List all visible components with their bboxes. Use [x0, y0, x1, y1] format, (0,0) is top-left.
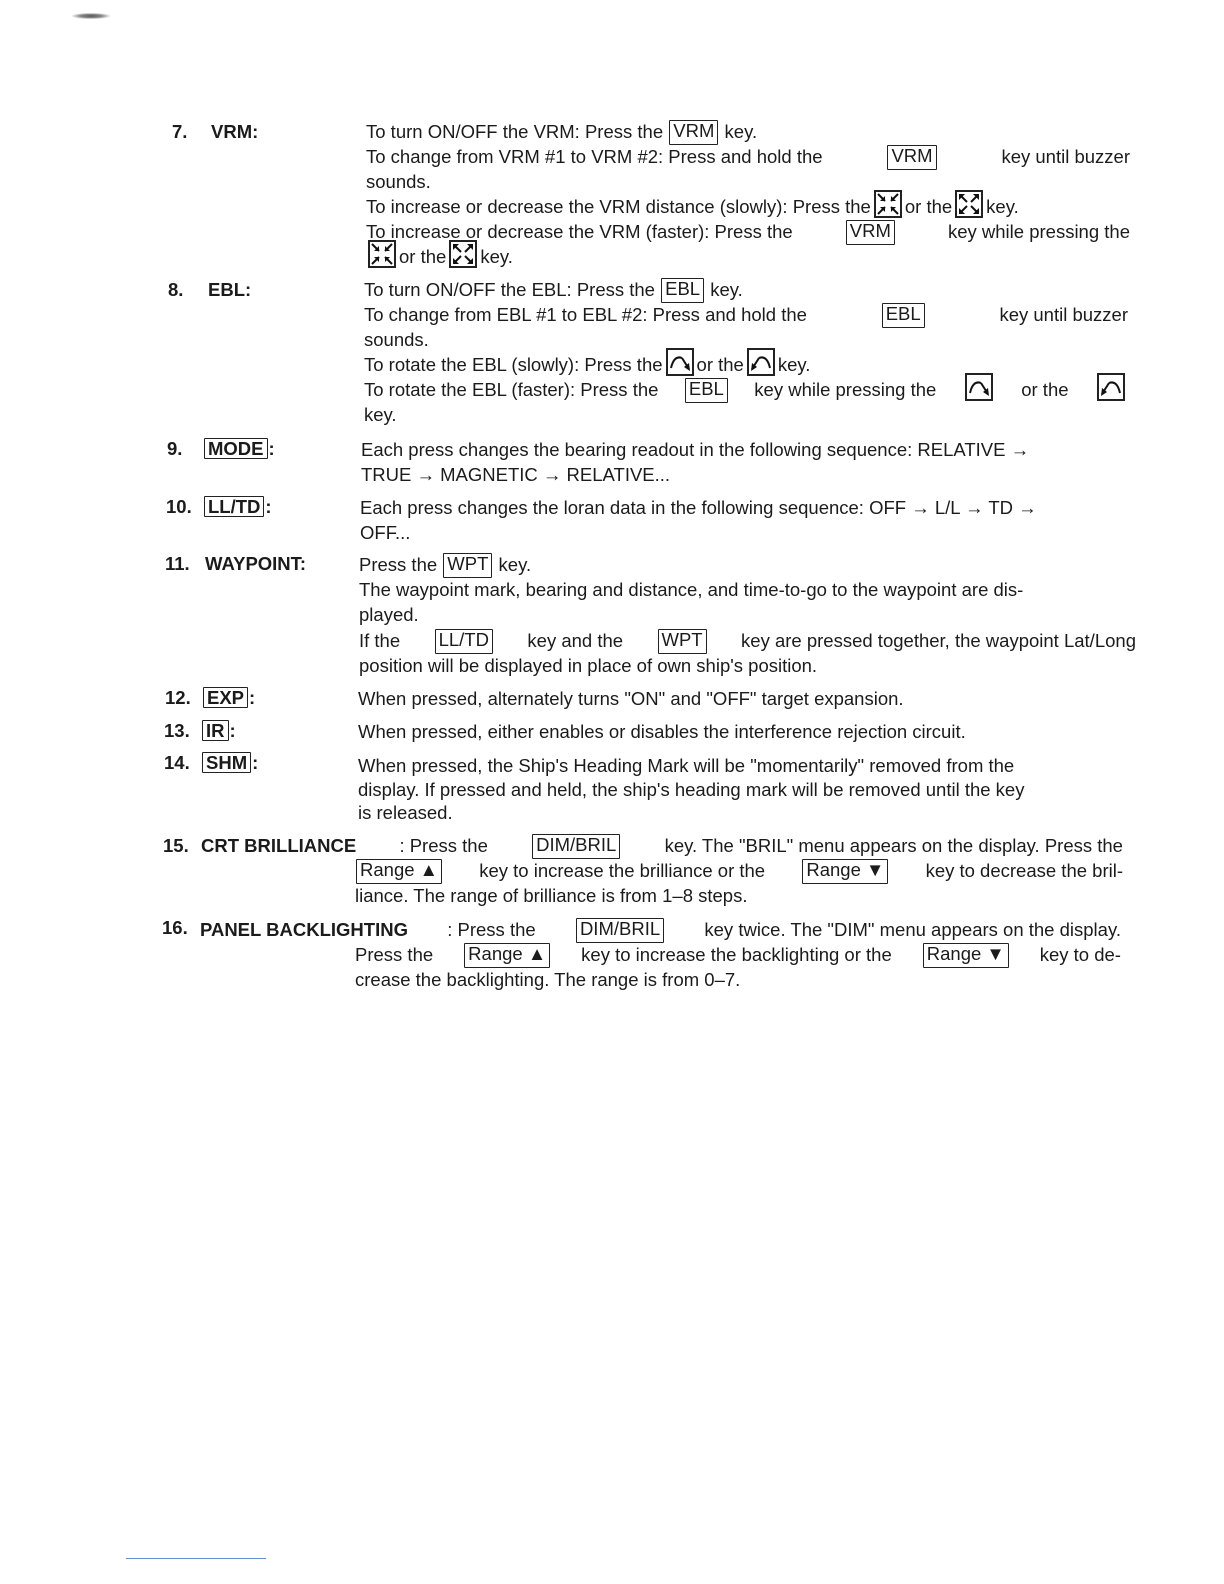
- item-label: LL/TD :: [203, 495, 272, 519]
- item-number: 13.: [164, 720, 190, 741]
- range-down-key[interactable]: Range ▼: [802, 859, 888, 884]
- item-number: 16.: [162, 917, 188, 938]
- vrm-increase-icon[interactable]: [955, 190, 983, 218]
- range-up-key[interactable]: Range ▲: [356, 859, 442, 884]
- ebl-rotate-clockwise-icon[interactable]: [965, 373, 993, 401]
- shm-key[interactable]: SHM: [202, 752, 251, 773]
- ebl-key[interactable]: EBL: [882, 303, 925, 328]
- ebl-key[interactable]: EBL: [685, 378, 728, 403]
- ebl-key[interactable]: EBL: [661, 278, 704, 303]
- item-label: PANEL BACKLIGHTING: [200, 919, 408, 940]
- vrm-key[interactable]: VRM: [846, 220, 895, 245]
- item-label: MODE :: [203, 437, 275, 461]
- item-number: 10.: [166, 496, 192, 517]
- ir-key[interactable]: IR: [202, 720, 229, 741]
- item-body: CRT BRILLIANCE : Press the DIM/BRIL key. The "BRIL" menu appears on the display. Press the: [201, 834, 1123, 859]
- scan-smudge: [72, 13, 110, 19]
- dim-bril-key[interactable]: DIM/BRIL: [576, 918, 664, 943]
- item-body: When pressed, either enables or disables the interference rejection circuit.: [358, 721, 966, 742]
- item-number: 7.: [172, 121, 188, 142]
- item-label: CRT BRILLIANCE: [201, 835, 357, 856]
- ebl-rotate-clockwise-icon[interactable]: [666, 348, 694, 376]
- item-body: To turn ON/OFF the VRM: Press the VRM key. To change from VRM #1 to VRM #2: Press and hold the VRM key until buzzer sounds. To increase or decrease the VRM distance (slowly): Press the or the key. To increase or decrease the VRM (faster): Press the VRM key while pressing the or the key.: [366, 120, 1130, 267]
- vrm-key[interactable]: VRM: [887, 145, 936, 170]
- vrm-key[interactable]: VRM: [669, 120, 718, 145]
- ebl-rotate-counterclockwise-icon[interactable]: [1097, 373, 1125, 401]
- item-label: EXP :: [202, 686, 255, 710]
- item-label: WAYPOINT:: [205, 553, 307, 574]
- mode-key[interactable]: MODE: [204, 438, 268, 459]
- ebl-rotate-counterclockwise-icon[interactable]: [747, 348, 775, 376]
- item-number: 14.: [164, 752, 190, 773]
- dim-bril-key[interactable]: DIM/BRIL: [532, 834, 620, 859]
- item-body-cont: Press the Range ▲ key to increase the backlighting or the Range ▼ key to de- crease the backlighting. The range is from 0–7.: [355, 943, 1121, 990]
- item-label: SHM :: [201, 751, 258, 775]
- item-label: IR :: [201, 719, 236, 743]
- item-number: 9.: [167, 438, 183, 459]
- item-body-cont: Range ▲ key to increase the brilliance or the Range ▼ key to decrease the bril- liance. The range of brilliance is from 1–8 steps.: [355, 859, 1123, 906]
- footer-rule: [126, 1558, 266, 1559]
- item-number: 12.: [165, 687, 191, 708]
- item-number: 11.: [165, 553, 190, 574]
- wpt-key[interactable]: WPT: [443, 553, 492, 578]
- lltd-key[interactable]: LL/TD: [435, 629, 493, 654]
- item-body: Each press changes the loran data in the following sequence: OFF → L/L → TD → OFF...: [360, 497, 1037, 543]
- range-down-key[interactable]: Range ▼: [923, 943, 1009, 968]
- item-body: Press the WPT key. The waypoint mark, bearing and distance, and time-to-go to the waypoint are dis- played. If the LL/TD key and the WPT key are pressed together, the waypoint Lat/Long position will be displayed in place of own ship's position.: [359, 553, 1136, 676]
- wpt-key[interactable]: WPT: [658, 629, 707, 654]
- item-number: 15.: [163, 835, 189, 856]
- exp-key[interactable]: EXP: [203, 687, 248, 708]
- range-up-key[interactable]: Range ▲: [464, 943, 550, 968]
- item-body: When pressed, alternately turns "ON" and "OFF" target expansion.: [358, 688, 904, 709]
- item-body: PANEL BACKLIGHTING : Press the DIM/BRIL key twice. The "DIM" menu appears on the display.: [200, 918, 1121, 943]
- item-label: VRM:: [211, 121, 259, 142]
- item-body: When pressed, the Ship's Heading Mark will be "momentarily" removed from the display. If pressed and held, the ship's heading mark will be removed until the key is released.: [358, 755, 1025, 823]
- item-body: Each press changes the bearing readout in the following sequence: RELATIVE → TRUE → MAGNETIC → RELATIVE...: [361, 439, 1030, 485]
- item-label: EBL:: [208, 279, 252, 300]
- vrm-decrease-icon[interactable]: [368, 240, 396, 268]
- item-body: To turn ON/OFF the EBL: Press the EBL key. To change from EBL #1 to EBL #2: Press and hold the EBL key until buzzer sounds. To rotate the EBL (slowly): Press the or the key. To rotate the EBL (faster): Press the EBL key while pressing the or the key.: [364, 278, 1128, 425]
- lltd-key[interactable]: LL/TD: [204, 496, 264, 517]
- vrm-increase-icon[interactable]: [449, 240, 477, 268]
- vrm-decrease-icon[interactable]: [874, 190, 902, 218]
- item-number: 8.: [168, 279, 184, 300]
